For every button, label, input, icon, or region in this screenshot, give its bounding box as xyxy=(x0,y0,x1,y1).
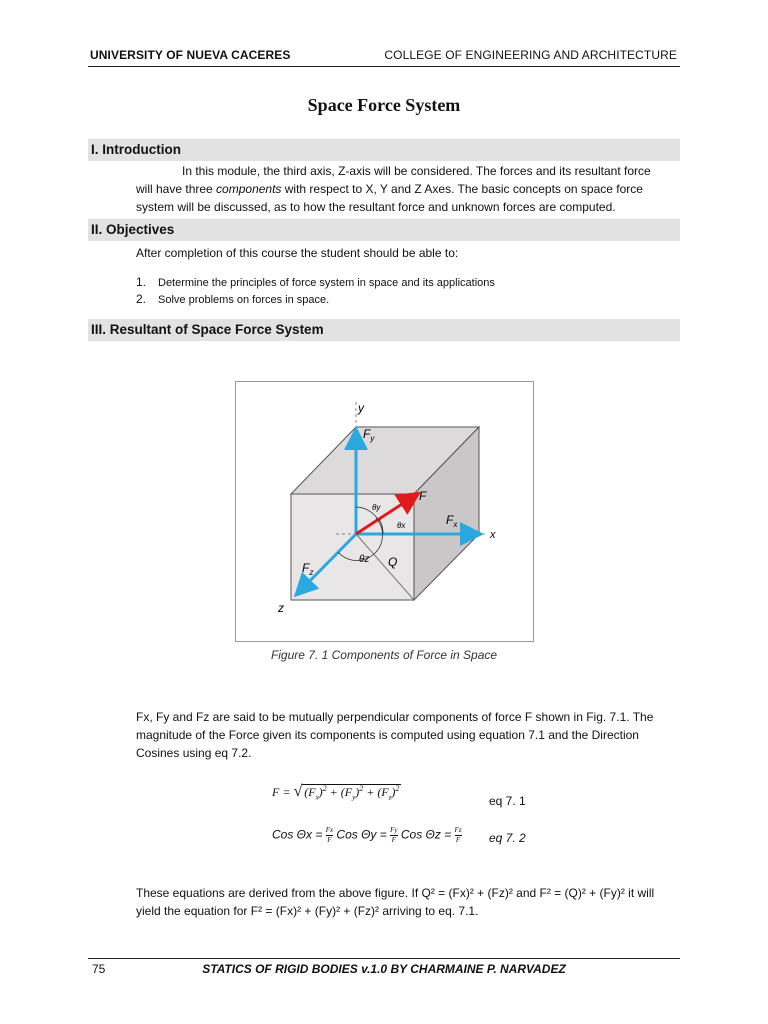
equation-label-7-1: eq 7. 1 xyxy=(489,794,526,808)
section-heading: I. Introduction xyxy=(91,142,181,157)
label-fx: $F_x$ xyxy=(446,513,458,529)
header-college: COLLEGE OF ENGINEERING AND ARCHITECTURE xyxy=(384,48,677,62)
eq-den: F xyxy=(391,836,396,844)
page-title: Space Force System xyxy=(307,95,461,115)
eq-num: Fy xyxy=(390,826,398,834)
eq-text: Cos Θx = xyxy=(272,827,323,842)
section-introduction xyxy=(88,139,680,161)
body-line-2: magnitude of the Force given its components is computed using equation 7.1 and the Direction xyxy=(136,728,639,742)
intro-line-3: system will be discussed, as to how the resultant force and unknown forces are computed. xyxy=(136,200,616,214)
section-resultant xyxy=(88,319,680,341)
section-objectives xyxy=(88,219,680,241)
intro-text: will have three xyxy=(136,182,217,196)
eq-lhs: F = xyxy=(272,785,291,799)
equation-7-1: F = √ $(F_x)^2 + (F_y)^2 + (F_z)^2$ xyxy=(272,783,400,802)
page-number: 75 xyxy=(92,962,106,976)
eq-num: Fz xyxy=(454,826,462,834)
list-item xyxy=(136,275,495,289)
equation-7-2 xyxy=(272,826,462,845)
list-number: 2. xyxy=(136,292,147,306)
eq-den: F xyxy=(327,836,332,844)
section-heading: III. Resultant of Space Force System xyxy=(91,322,324,337)
derivation-line-1: These equations are derived from the above figure. If Q² = (Fx)² + (Fz)² and F² = (Q)² + (Fy)² it will xyxy=(136,886,655,900)
label-fy: $F_y$ xyxy=(363,427,375,443)
label-q: Q xyxy=(388,555,398,569)
label-theta-z: θz xyxy=(359,554,370,565)
figure-force-components xyxy=(235,381,534,642)
footer-rule xyxy=(88,958,680,959)
label-fz: $F_z$ xyxy=(302,561,314,577)
objectives-lead: After completion of this course the student should be able to: xyxy=(136,246,459,260)
derivation-line-2: yield the equation for F² = (Fx)² + (Fy)² + (Fz)² arriving to eq. 7.1. xyxy=(136,904,479,918)
label-theta-y: θy xyxy=(372,503,381,512)
label-f: F xyxy=(419,489,427,503)
eq-num: Fx xyxy=(325,826,334,834)
footer-title: STATICS OF RIGID BODIES v.1.0 BY CHARMAINE P. NARVADEZ xyxy=(202,962,566,976)
equation-label-7-2: eq 7. 2 xyxy=(489,831,526,845)
list-item xyxy=(136,292,329,306)
section-heading: II. Objectives xyxy=(91,222,175,237)
label-z: z xyxy=(278,601,284,615)
body-line-1: Fx, Fy and Fz are said to be mutually perpendicular components of force F shown in Fig. 7.1. The xyxy=(136,710,654,724)
eq-text: Cos Θz = xyxy=(397,827,452,842)
list-text: Solve problems on forces in space. xyxy=(158,294,330,306)
list-number: 1. xyxy=(136,275,147,289)
list-text: Determine the principles of force system in space and its applications xyxy=(158,277,495,289)
label-x: x xyxy=(490,529,496,541)
eq-den: F xyxy=(455,836,461,844)
figure-caption: Figure 7. 1 Components of Force in Space xyxy=(270,648,498,662)
intro-line-1: In this module, the third axis, Z-axis will be considered. The forces and its resultant force xyxy=(182,164,651,178)
label-y: y xyxy=(358,401,364,415)
header-university: UNIVERSITY OF NUEVA CACERES xyxy=(90,48,291,62)
intro-text: with respect to X, Y and Z Axes. The basic concepts on space force xyxy=(281,182,643,196)
cube-diagram xyxy=(236,382,533,641)
eq-text: Cos Θy = xyxy=(333,827,387,842)
intro-line-2 xyxy=(136,182,643,196)
body-line-3: Cosines using eq 7.2. xyxy=(136,746,252,760)
intro-emphasis: components xyxy=(216,182,282,196)
label-theta-x: θx xyxy=(397,521,406,530)
header-rule xyxy=(88,66,680,67)
